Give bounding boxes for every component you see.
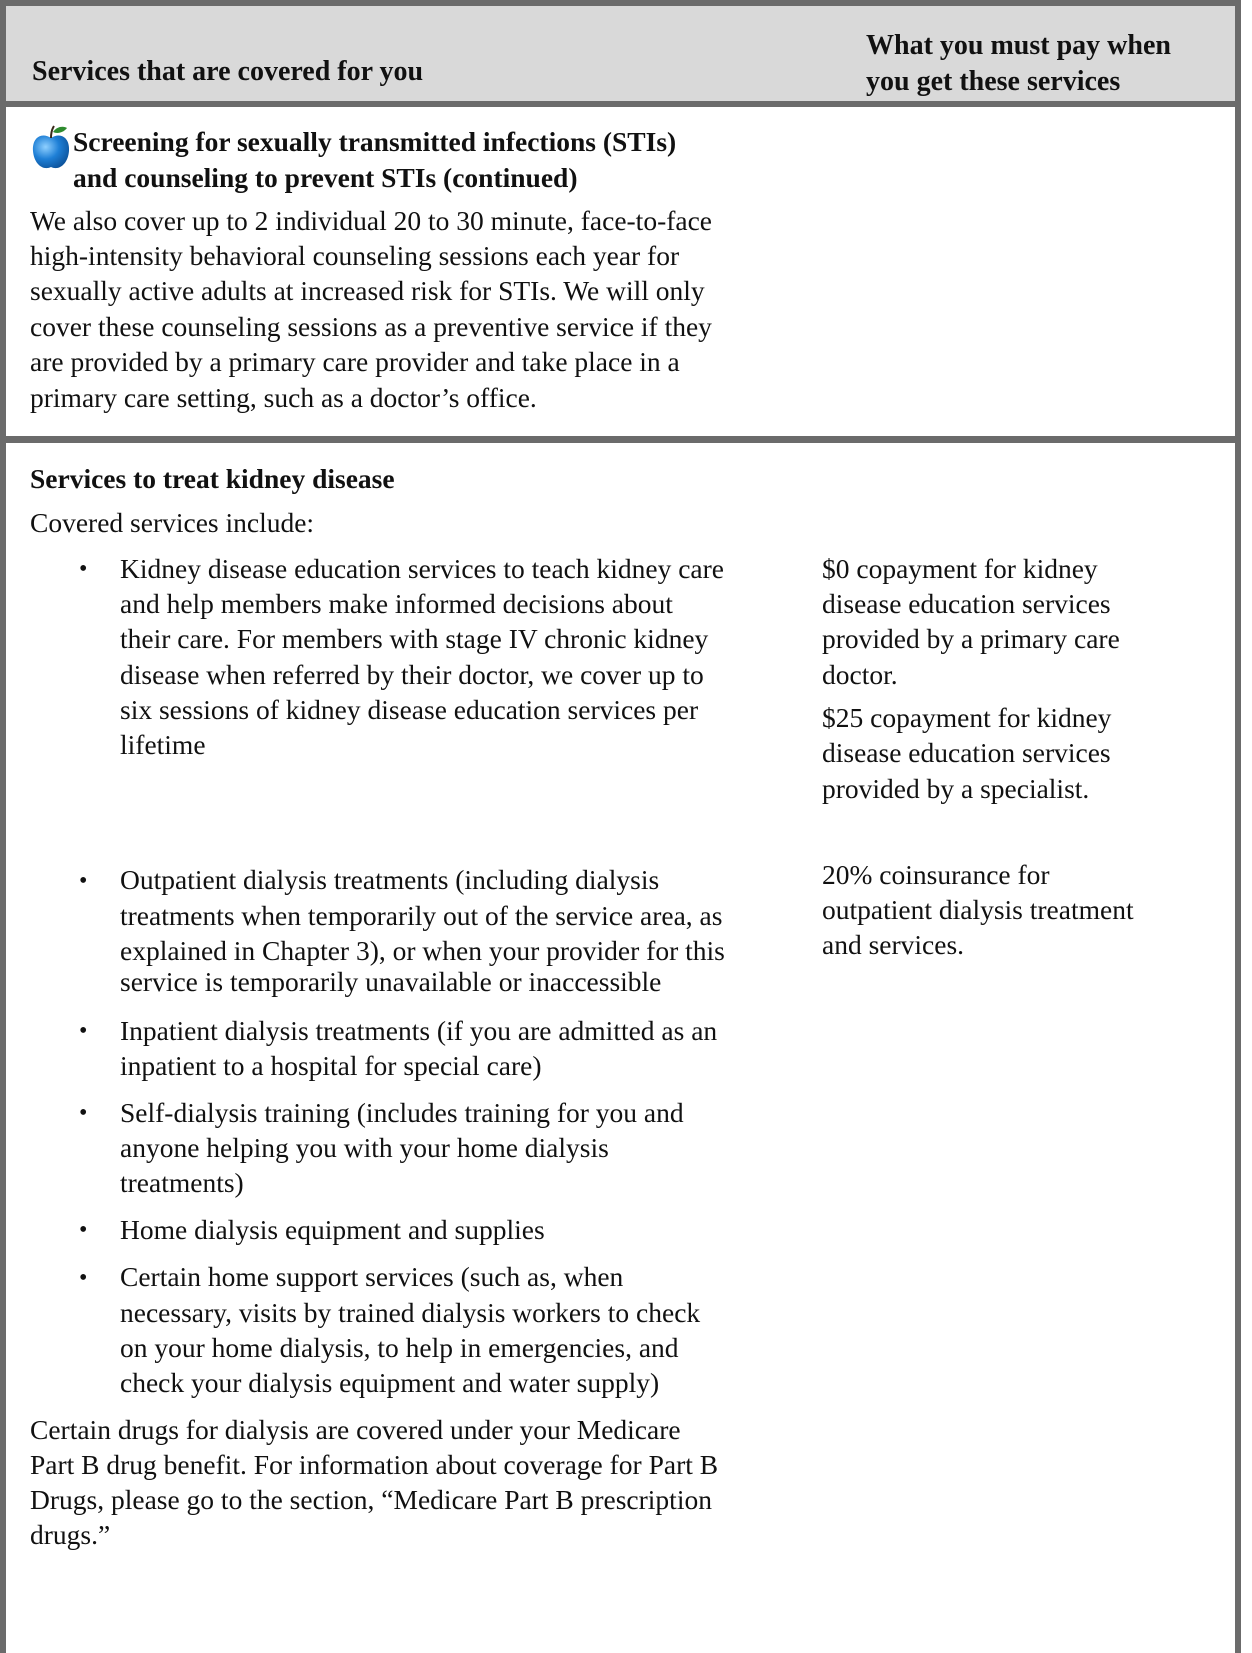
bullet-line: anyone helping you with your home dialysis	[120, 1132, 609, 1163]
sti-body-line: are provided by a primary care provider and take place in a	[30, 346, 680, 377]
sti-body-line: sexually active adults at increased risk for STIs. We will only	[30, 275, 705, 306]
cost-line: disease education services	[822, 588, 1111, 619]
bullet-line: inpatient to a hospital for special care)	[120, 1050, 542, 1081]
bullet-line: lifetime	[120, 729, 206, 760]
apple-icon	[30, 124, 72, 172]
cost-line: 20% coinsurance for	[822, 859, 1050, 890]
bullet-dot: •	[79, 1018, 88, 1044]
cost-line: $25 copayment for kidney	[822, 702, 1112, 733]
section-divider	[6, 436, 1235, 443]
bullet-line: Kidney disease education services to teach kidney care	[120, 553, 724, 584]
bullet-line: Outpatient dialysis treatments (including dialysis	[120, 864, 660, 895]
cost-line: disease education services	[822, 737, 1111, 768]
kidney-title: Services to treat kidney disease	[30, 463, 395, 494]
bullet-line: service is temporarily unavailable or inaccessible	[120, 966, 662, 997]
bullet-line: and help members make informed decisions about	[120, 588, 673, 619]
cost-line: doctor.	[822, 659, 898, 690]
bullet-line: explained in Chapter 3), or when your provider for this	[120, 935, 725, 966]
bullet-line: six sessions of kidney disease education services per	[120, 694, 699, 725]
footer-line: Part B drug benefit. For information about coverage for Part B	[30, 1449, 719, 1480]
bullet-line: necessary, visits by trained dialysis workers to check	[120, 1297, 701, 1328]
cost-line: provided by a primary care	[822, 623, 1120, 654]
header-services-covered: Services that are covered for you	[32, 56, 424, 87]
bullet-line: on your home dialysis, to help in emergencies, and	[120, 1332, 679, 1363]
cost-line: $0 copayment for kidney	[822, 553, 1098, 584]
bullet-line: Certain home support services (such as, when	[120, 1261, 624, 1292]
bullet-dot: •	[79, 1217, 88, 1243]
kidney-intro: Covered services include:	[30, 507, 315, 538]
bullet-dot: •	[79, 1265, 88, 1291]
header-what-you-pay	[866, 28, 1226, 100]
footer-line: drugs.”	[30, 1519, 111, 1550]
bullet-line: disease when referred by their doctor, we cover up to	[120, 659, 704, 690]
bullet-line: treatments)	[120, 1167, 244, 1198]
sti-body-line: high-intensity behavioral counseling sessions each year for	[30, 240, 680, 271]
cost-line: and services.	[822, 929, 965, 960]
sti-title-line-2: and counseling to prevent STIs (continued)	[73, 162, 578, 193]
bullet-line: check your dialysis equipment and water supply)	[120, 1367, 660, 1398]
bullet-line: Self-dialysis training (includes training for you and	[120, 1097, 684, 1128]
sti-body-line: primary care setting, such as a doctor’s office.	[30, 382, 537, 413]
cost-line: outpatient dialysis treatment	[822, 894, 1134, 925]
bullet-line: their care. For members with stage IV chronic kidney	[120, 623, 709, 654]
bullet-dot: •	[79, 1100, 88, 1126]
footer-line: Certain drugs for dialysis are covered under your Medicare	[30, 1414, 681, 1445]
bullet-dot: •	[79, 556, 88, 582]
bullet-dot: •	[79, 868, 88, 894]
footer-line: Drugs, please go to the section, “Medicare Part B prescription	[30, 1484, 712, 1515]
cost-line: provided by a specialist.	[822, 773, 1090, 804]
sti-title-line-1: Screening for sexually transmitted infections (STIs)	[73, 126, 677, 157]
bullet-line: Inpatient dialysis treatments (if you are admitted as an	[120, 1015, 718, 1046]
bullet-line: Home dialysis equipment and supplies	[120, 1214, 545, 1245]
header-what-you-pay-line-1: What you must pay when	[866, 30, 1171, 61]
sti-body-line: cover these counseling sessions as a preventive service if they	[30, 311, 712, 342]
sti-body-line: We also cover up to 2 individual 20 to 30 minute, face-to-face	[30, 205, 713, 236]
header-what-you-pay-line-2: you get these services	[866, 66, 1121, 97]
table-header	[6, 0, 1235, 107]
bullet-line: treatments when temporarily out of the service area, as	[120, 900, 723, 931]
